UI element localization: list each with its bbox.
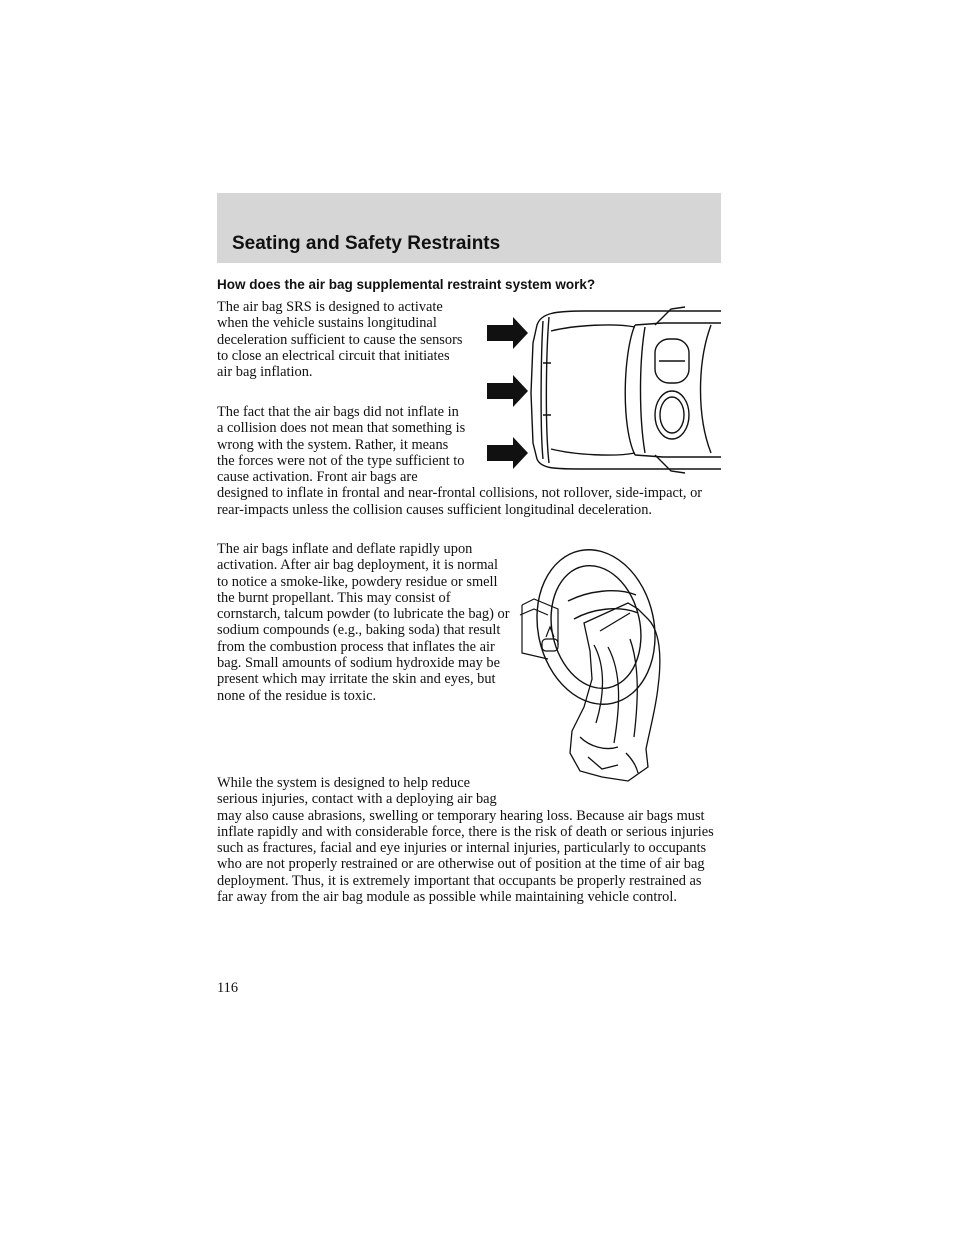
section-heading: How does the air bag supplemental restraint system work? (217, 277, 596, 292)
paragraph-1: The air bag SRS is designed to activate when the vehicle sustains longitudinal deceleration sufficient to cause the sensors to close an electrical circuit that initiates air bag inflation. (217, 299, 463, 381)
impact-arrow-bottom (487, 437, 528, 469)
car-body (531, 307, 721, 473)
impact-arrow-middle (487, 375, 528, 407)
deployed-airbag (570, 603, 660, 781)
deployed-airbag-steering-wheel-illustration (518, 547, 670, 785)
page-title: Seating and Safety Restraints (232, 233, 501, 254)
section-header-band (217, 193, 721, 263)
impact-arrow-top (487, 317, 528, 349)
impact-arrows (487, 317, 528, 469)
paragraph-3: The air bags inflate and deflate rapidly upon activation. After air bag deployment, it is normal to notice a smoke-like, powdery residue or smell the burnt propellant. This may consist of cornstarch, talcum powder (to lubricate the bag) or sodium compounds (e.g., baking soda) that result from the combustion process that inflates the air bag. Small amounts of sodium hydroxide may be present which may irritate the skin and eyes, but none of the residue is toxic. (217, 541, 510, 704)
paragraph-block-4 (217, 775, 721, 905)
paragraph-2: The fact that the air bags did not inflate in a collision does not mean that something is wrong with the system. Rather, it means the forces were not of the type sufficient to cause activation. Front air bags are designed to inflate in frontal and near-frontal collisions, not rollover, side-impact, or rear-impacts unless the collision causes sufficient longitudinal deceleration. (217, 404, 703, 518)
frontal-impact-car-illustration (485, 303, 721, 475)
steering-wheel (523, 539, 669, 716)
page-number: 116 (217, 980, 239, 996)
paragraph-4: While the system is designed to help reduce serious injuries, contact with a deploying air bag may also cause abrasions, swelling or temporary hearing loss. Because air bags must inflate rapidly and with considerable force, there is the risk of death or serious injuries such as fractures, facial and eye injuries or internal injuries, particularly to occupants who are not properly restrained or are otherwise out of position at the time of air bag deployment. Thus, it is extremely important that occupants be properly restrained as far away from the air bag module as possible while maintaining vehicle control. (217, 775, 714, 906)
